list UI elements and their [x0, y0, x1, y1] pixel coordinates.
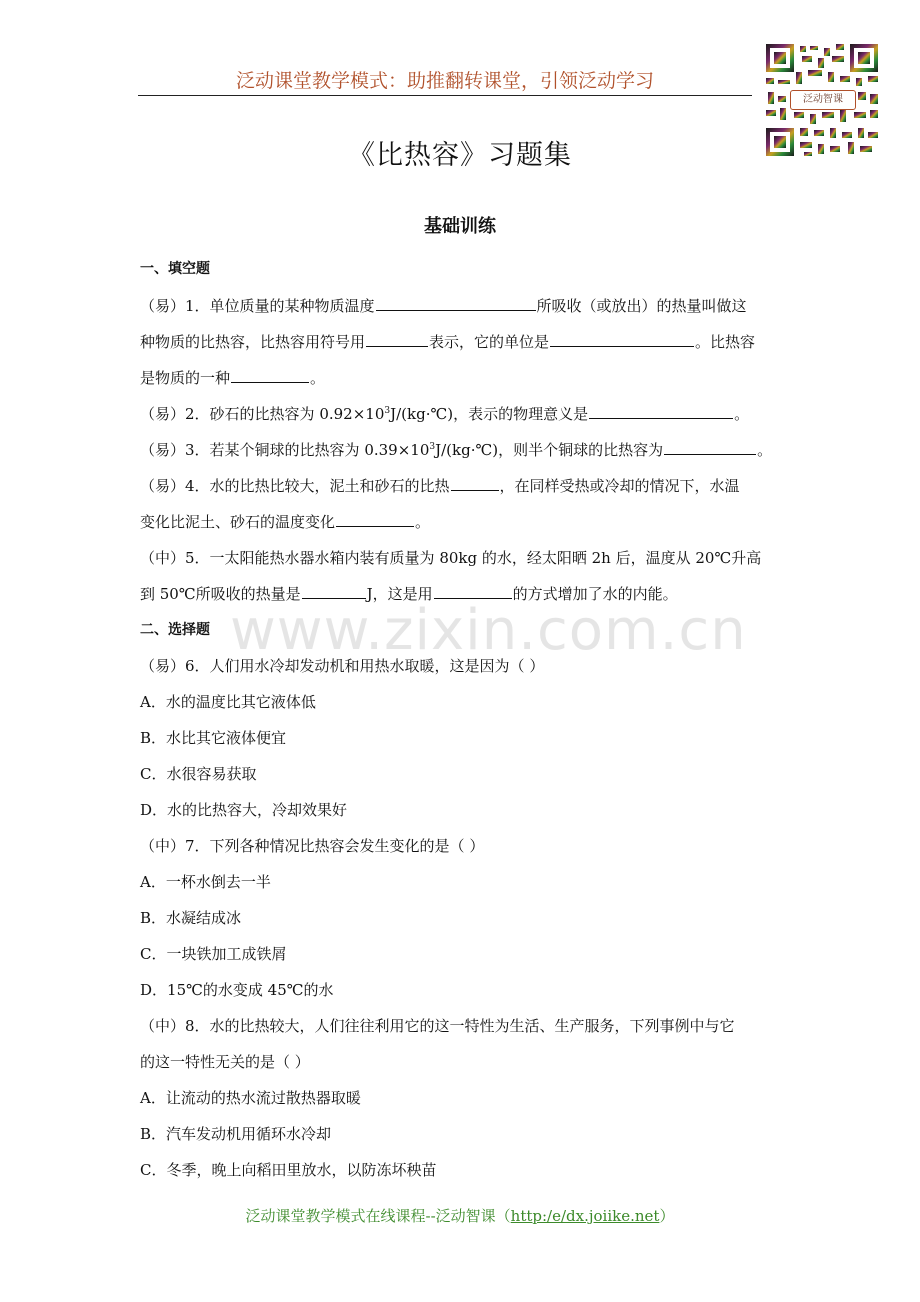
- q5-blank-1[interactable]: [302, 584, 366, 599]
- q7-option-b[interactable]: B．水凝结成冰: [140, 909, 242, 927]
- q1-text-a: （易）1．单位质量的某种物质温度: [140, 297, 375, 315]
- q3-text-c: 。: [757, 441, 773, 459]
- qr-code-label: 泛动智课: [790, 90, 856, 110]
- q6-stem: （易）6．人们用水冷却发动机和用热水取暖，这是因为（ ）: [140, 657, 545, 675]
- footer-link[interactable]: http:/e/dx.joiike.net: [510, 1207, 660, 1225]
- q1-line-2: [140, 331, 780, 352]
- q2-superscript: 3: [384, 406, 391, 416]
- header-slogan: 泛动课堂教学模式：助推翻转课堂，引领泛动学习: [235, 70, 654, 92]
- q2-blank[interactable]: [589, 404, 733, 419]
- q2-text-a: （易）2．砂石的比热容为 0.92×10: [140, 405, 385, 423]
- q3-superscript: 3: [429, 442, 436, 452]
- q3-text-a: （易）3．若某个铜球的比热容为 0.39×10: [140, 441, 430, 459]
- q7-option-a[interactable]: A．一杯水倒去一半: [140, 873, 271, 891]
- q5-blank-2[interactable]: [434, 584, 512, 599]
- q5-text-d: 的方式增加了水的内能。: [512, 585, 678, 603]
- q8-option-c[interactable]: C．冬季，晚上向稻田里放水，以防冻坏秧苗: [140, 1161, 437, 1179]
- q1-blank-1[interactable]: [376, 296, 536, 311]
- q3-line: [140, 439, 780, 460]
- footer-text: 泛动课堂教学模式在线课程--泛动智课（: [245, 1207, 511, 1225]
- footer-close-paren: ）: [659, 1207, 675, 1225]
- q4-line-2: [140, 511, 780, 532]
- q2-line: [140, 403, 780, 424]
- q4-blank-2[interactable]: [336, 512, 414, 527]
- q7-option-d[interactable]: D．15℃的水变成 45℃的水: [140, 981, 334, 999]
- q3-blank[interactable]: [664, 440, 756, 455]
- q1-text-g: 。: [310, 369, 326, 387]
- q1-blank-4[interactable]: [231, 368, 309, 383]
- q1-text-c: 种物质的比热容，比热容用符号用: [140, 333, 366, 351]
- q4-text-b: ，在同样受热或冷却的情况下，水温: [499, 477, 740, 495]
- q1-text-b: 所吸收（或放出）的热量叫做这: [536, 297, 747, 315]
- q8-stem-line-1: （中）8．水的比热较大，人们往往利用它的这一特性为生活、生产服务，下列事例中与它: [140, 1017, 735, 1035]
- q6-option-a[interactable]: A．水的温度比其它液体低: [140, 693, 316, 711]
- q1-text-e: 。比热容: [695, 333, 756, 351]
- q1-line-1: [140, 295, 780, 316]
- q6-option-d[interactable]: D．水的比热容大，冷却效果好: [140, 801, 348, 819]
- q5-text-b: 到 50℃所吸收的热量是: [140, 585, 301, 603]
- q4-line-1: [140, 475, 780, 496]
- q6-option-c[interactable]: C．水很容易获取: [140, 765, 257, 783]
- q2-text-b: J/(kg·℃)，表示的物理意义是: [390, 405, 589, 423]
- q1-text-d: 表示，它的单位是: [429, 333, 550, 351]
- q5-line-1: （中）5．一太阳能热水器水箱内装有质量为 80kg 的水，经太阳晒 2h 后，温度从 20℃升高: [140, 549, 762, 567]
- q4-text-a: （易）4．水的比热比较大，泥土和砂石的比热: [140, 477, 450, 495]
- q7-stem: （中）7．下列各种情况比热容会发生变化的是（ ）: [140, 837, 485, 855]
- q4-text-c: 变化比泥土、砂石的温度变化: [140, 513, 336, 531]
- header-divider: [138, 95, 752, 96]
- section-heading-basic-training: 基础训练: [424, 216, 496, 237]
- q2-text-c: 。: [734, 405, 750, 423]
- q4-text-d: 。: [415, 513, 431, 531]
- q8-stem-line-2: 的这一特性无关的是（ ）: [140, 1053, 310, 1071]
- section-fill-blank: 一、填空题: [140, 261, 210, 277]
- q5-text-c: J，这是用: [366, 585, 433, 603]
- q1-line-3: [140, 367, 780, 388]
- q1-blank-3[interactable]: [550, 332, 694, 347]
- q3-text-b: J/(kg·℃)，则半个铜球的比热容为: [435, 441, 664, 459]
- q6-option-b[interactable]: B．水比其它液体便宜: [140, 729, 287, 747]
- q7-option-c[interactable]: C．一块铁加工成铁屑: [140, 945, 287, 963]
- q8-option-a[interactable]: A．让流动的热水流过散热器取暖: [140, 1089, 361, 1107]
- q4-blank-1[interactable]: [451, 476, 499, 491]
- q8-option-b[interactable]: B．汽车发动机用循环水冷却: [140, 1125, 332, 1143]
- footer: [0, 1205, 920, 1226]
- page-title: 《比热容》习题集: [348, 140, 572, 171]
- section-multiple-choice: 二、选择题: [140, 622, 210, 638]
- watermark: www.zixin.com.cn: [230, 598, 747, 663]
- q1-blank-2[interactable]: [366, 332, 428, 347]
- q1-text-f: 是物质的一种: [140, 369, 231, 387]
